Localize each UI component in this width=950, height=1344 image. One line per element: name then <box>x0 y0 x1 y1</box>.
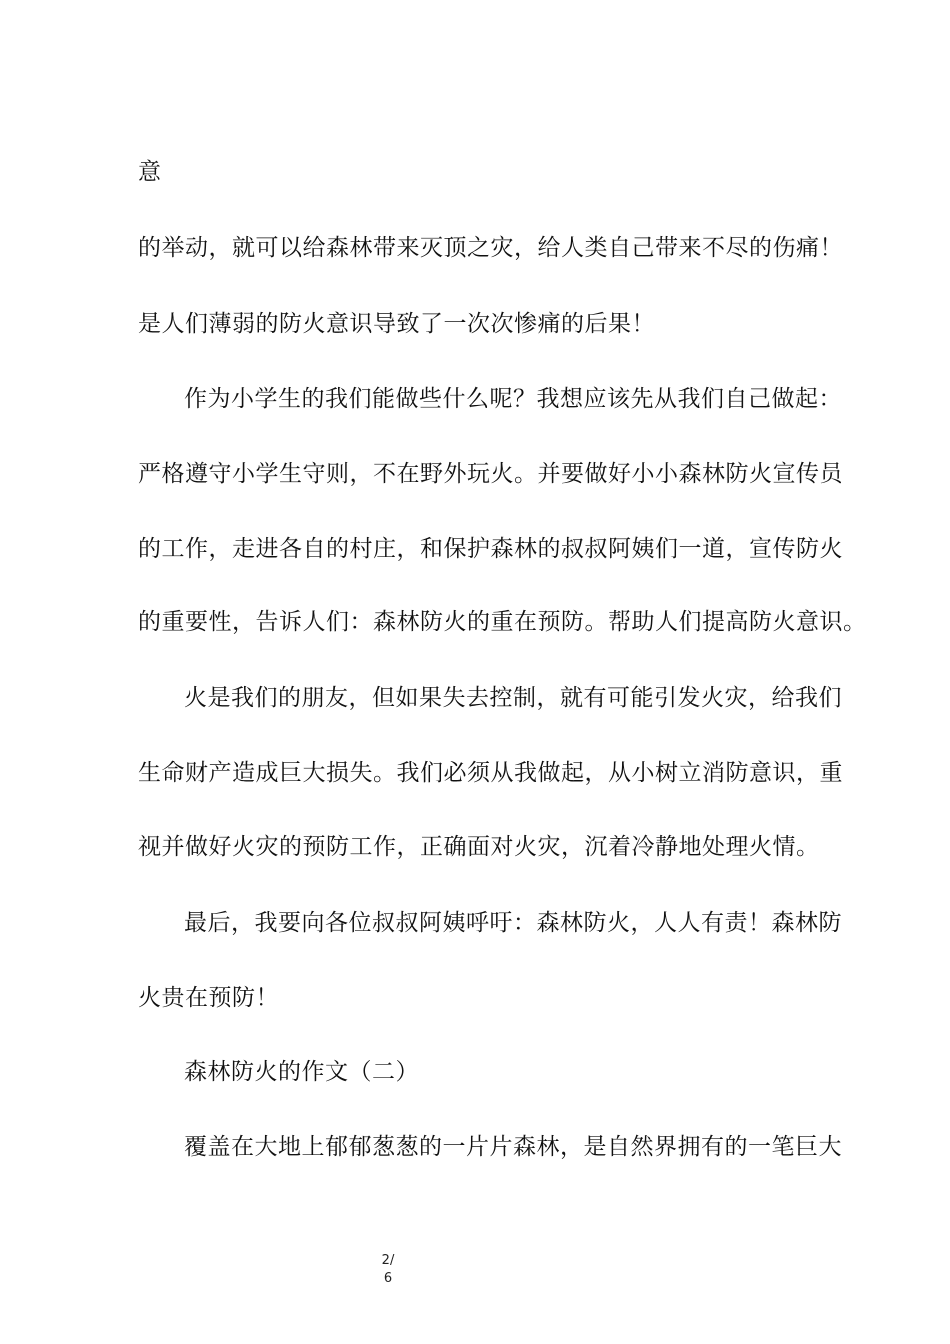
text-line-9: 生命财产造成巨大损失。我们必须从我做起，从小树立消防意识，重 <box>138 760 843 786</box>
text-line-11: 最后，我要向各位叔叔阿姨呼吁：森林防火，人人有责！森林防 <box>184 910 842 936</box>
page-number-top: 2/ <box>381 1253 395 1268</box>
text-line-2: 的举动，就可以给森林带来灭顶之灾，给人类自己带来不尽的伤痛！ <box>138 235 843 261</box>
text-line-8: 火是我们的朋友，但如果失去控制，就有可能引发火灾，给我们 <box>184 685 842 711</box>
section-heading: 森林防火的作文（二） <box>184 1059 419 1085</box>
text-line-1: 意 <box>138 159 162 185</box>
text-line-12: 火贵在预防！ <box>138 985 279 1011</box>
text-line-10: 视并做好火灾的预防工作，正确面对火灾，沉着冷静地处理火情。 <box>138 834 820 860</box>
page-number-bottom: 6 <box>383 1271 393 1286</box>
page-number <box>376 1252 400 1288</box>
text-line-3: 是人们薄弱的防火意识导致了一次次惨痛的后果！ <box>138 311 655 337</box>
text-line-5: 严格遵守小学生守则，不在野外玩火。并要做好小小森林防火宣传员 <box>138 461 843 487</box>
text-line-4: 作为小学生的我们能做些什么呢？我想应该先从我们自己做起： <box>184 386 842 412</box>
text-line-14: 覆盖在大地上郁郁葱葱的一片片森林，是自然界拥有的一笔巨大 <box>184 1134 842 1160</box>
text-line-6: 的工作，走进各自的村庄，和保护森林的叔叔阿姨们一道，宣传防火 <box>138 536 843 562</box>
text-line-7: 的重要性，告诉人们：森林防火的重在预防。帮助人们提高防火意识。 <box>138 609 867 635</box>
